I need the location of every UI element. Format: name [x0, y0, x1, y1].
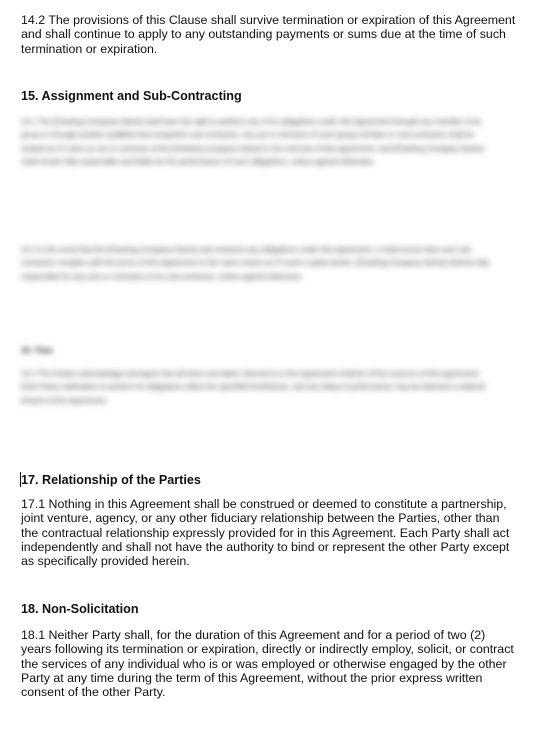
- clause-16-1-text-blurred: 16.1 The Parties acknowledge and agree that all times and dates referred to in this Agreement shall be of the essence of this Agreement. Each Party undertakes to perform its obligations within the specified timeframes, and any delay in performance may be deemed a material breach of this Agreement.: [21, 369, 485, 405]
- clause-18-1-text: 18.1 Neither Party shall, for the duration of this Agreement and for a period of two (2) years following its termination or expiration, directly or indirectly employ, solicit, or contract the services of any individual who is or was employed or otherwise engaged by the other Party at any time during the term of this Agreement, without the prior express written consent of the other Party.: [21, 628, 514, 700]
- clause-15-heading: 15. Assignment and Sub-Contracting: [21, 89, 242, 103]
- clause-17-heading: 17. Relationship of the Parties: [21, 473, 201, 487]
- clause-16-heading-blurred: 16. Time: [21, 346, 53, 355]
- clause-15-1-text-blurred: 15.1 The [Charting Company Name] shall have the right to perform any of its obligations under this Agreement through any member of its group or through another qualified and competent sub-contractor. Any act or omission of such group member or sub-contractor shall be treated as if it were an act or omission of the [Charting Company Name] in the exercise of this Agreement, and [Charting Company Name] shall remain fully responsible and liable for the performance of such obligations, unless agreed otherwise.: [21, 117, 484, 167]
- clause-17-1-text: 17.1 Nothing in this Agreement shall be construed or deemed to constitute a partnership, joint venture, agency, or any other fiduciary relationship between the Parties, other than the contractual relationship expressly provided for in this Agreement. Each Party shall act independently and shall not have the authority to bind or represent the other Party except as specifically provided herein.: [21, 497, 510, 569]
- clause-15-2-text-blurred: 15.2 In the event that the [Charting Company Name] sub-contracts any obligations under this Agreement, it shall ensure that such sub-contractor complies with the terms of this Agreement to the same extent as if it were a party hereto. [Charting Company Name] shall be fully responsible for any acts or omissions of its sub-contractor, unless agreed otherwise.: [21, 245, 490, 281]
- clause-18-heading: 18. Non-Solicitation: [21, 602, 139, 616]
- clause-14-2-text: 14.2 The provisions of this Clause shall survive termination or expiration of this Agreement and shall continue to apply to any outstanding payments or sums due at the time of such termination or expiration.: [21, 13, 516, 56]
